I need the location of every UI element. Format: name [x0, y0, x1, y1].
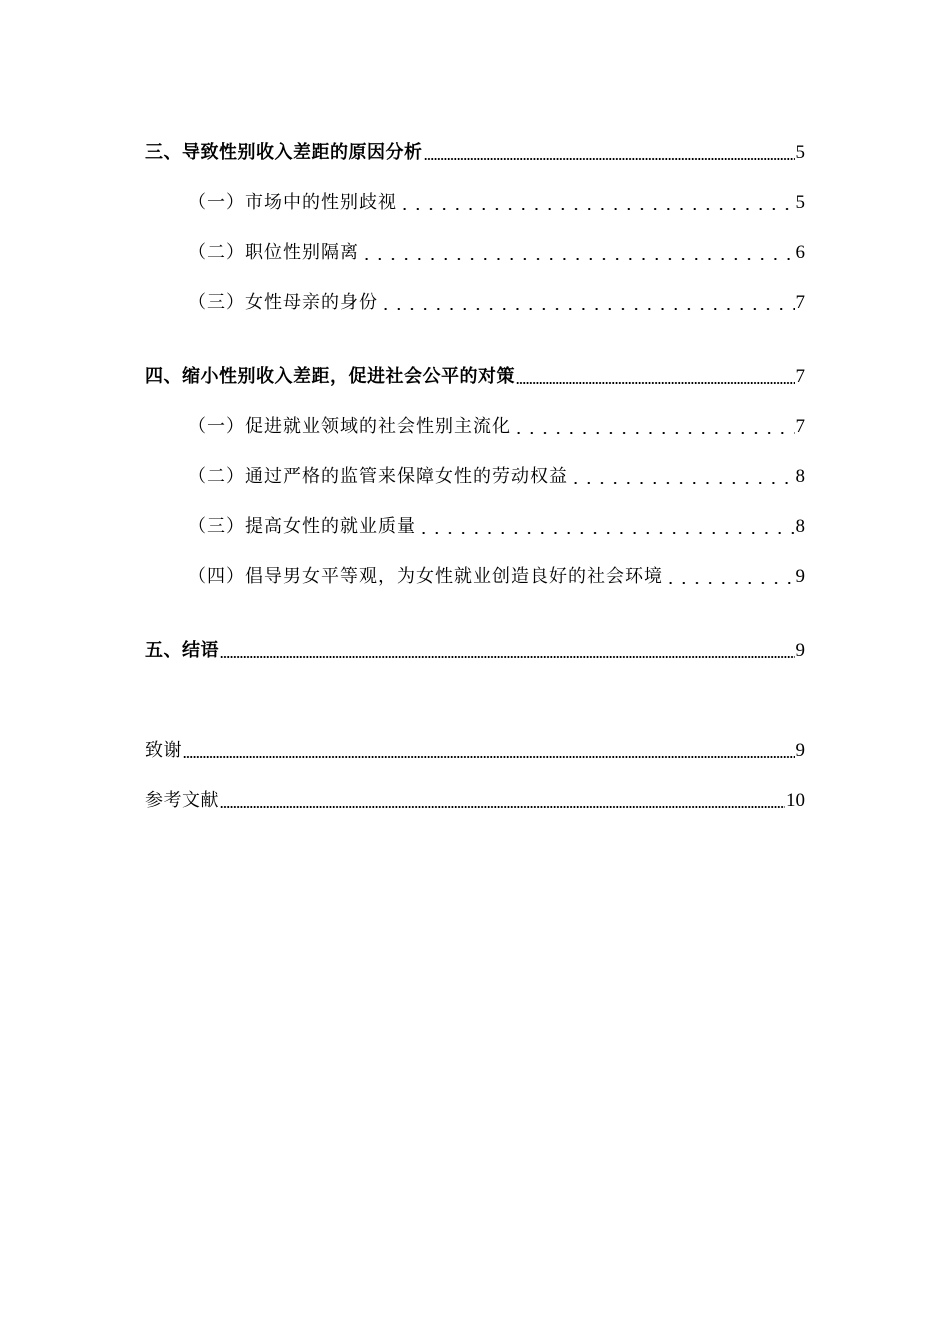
- toc-entry-page: 8: [795, 516, 805, 537]
- dot-leader: [398, 208, 795, 210]
- toc-entry-page: 9: [795, 566, 805, 587]
- dot-leader: [220, 806, 785, 808]
- toc-entry-title: 四、缩小性别收入差距，促进社会公平的对策: [145, 366, 515, 387]
- toc-entry-title: （一）市场中的性别歧视: [188, 192, 397, 213]
- dot-leader: [183, 756, 795, 758]
- toc-entry-title: （三）提高女性的就业质量: [188, 516, 416, 537]
- table-of-contents: [145, 0, 805, 1344]
- toc-entry-title: （二）通过严格的监管来保障女性的劳动权益: [188, 466, 568, 487]
- toc-entry-title: （三）女性母亲的身份: [188, 292, 378, 313]
- toc-entry-section-4-4[interactable]: [188, 560, 805, 588]
- dot-leader: [664, 582, 795, 584]
- toc-entry-section-4-1[interactable]: [188, 410, 805, 438]
- toc-entry-section-4[interactable]: [145, 360, 805, 388]
- dot-leader: [379, 308, 795, 310]
- toc-entry-page: 5: [795, 142, 805, 163]
- toc-entry-section-4-3[interactable]: [188, 510, 805, 538]
- toc-entry-page: 7: [795, 292, 805, 313]
- dot-leader: [516, 382, 795, 384]
- dot-leader: [512, 432, 795, 434]
- toc-entry-page: 6: [795, 242, 805, 263]
- toc-entry-title: 参考文献: [145, 790, 219, 811]
- toc-entry-page: 9: [795, 740, 805, 761]
- toc-entry-page: 8: [795, 466, 805, 487]
- toc-entry-title: 致谢: [145, 740, 182, 761]
- dot-leader: [569, 482, 795, 484]
- toc-entry-section-3-2[interactable]: [188, 236, 805, 264]
- toc-entry-section-3-3[interactable]: [188, 286, 805, 314]
- toc-entry-references[interactable]: [145, 784, 805, 812]
- toc-entry-section-3-1[interactable]: [188, 186, 805, 214]
- toc-entry-section-5[interactable]: [145, 634, 805, 662]
- toc-entry-acknowledgements[interactable]: [145, 734, 805, 762]
- toc-entry-title: 三、导致性别收入差距的原因分析: [145, 142, 423, 163]
- dot-leader: [424, 158, 795, 160]
- toc-entry-page: 7: [795, 416, 805, 437]
- toc-entry-page: 10: [786, 790, 805, 811]
- dot-leader: [360, 258, 795, 260]
- dot-leader: [220, 656, 795, 658]
- toc-entry-page: 7: [795, 366, 805, 387]
- toc-entry-title: （四）倡导男女平等观，为女性就业创造良好的社会环境: [188, 566, 663, 587]
- toc-entry-title: （二）职位性别隔离: [188, 242, 359, 263]
- toc-entry-page: 5: [795, 192, 805, 213]
- toc-entry-title: 五、结语: [145, 640, 219, 661]
- toc-entry-title: （一）促进就业领域的社会性别主流化: [188, 416, 511, 437]
- toc-entry-section-4-2[interactable]: [188, 460, 805, 488]
- toc-entry-page: 9: [795, 640, 805, 661]
- toc-entry-section-3[interactable]: [145, 136, 805, 164]
- dot-leader: [417, 532, 795, 534]
